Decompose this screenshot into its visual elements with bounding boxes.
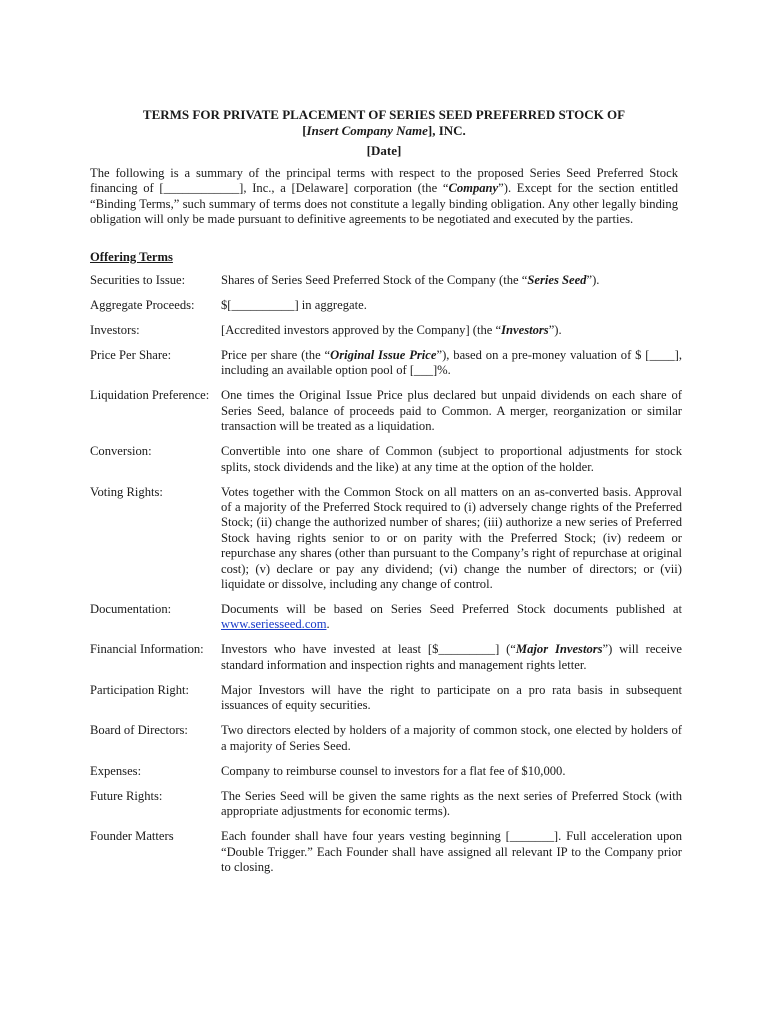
intro-text-1: The following is a summary of the principal terms with respect to the proposed Series Seed Preferred Stock financing of [____________], Inc., a [Delaware] corporation (the “ [90,166,678,196]
term-value: Votes together with the Common Stock on all matters on an as-converted basis. Approval of a majority of the Preferred Stock required to (i) adversely change rights of the Preferred Stock; (ii) change the authorized number of shares; (iii) authorize a new series of Preferred Stock having rights senior to or on parity with the Preferred Stock; (iv) redeem or repurchase any shares (other than pursuant to the Company’s right of repurchase at original cost); (v) declare or pay any dividend; (vi) change the number of directors; or (vii) liquidate or dissolve, including any change of control. [221,484,682,592]
term-value: Convertible into one share of Common (subject to proportional adjustments for stock splits, stock dividends and the like) at any time at the option of the holder. [221,444,682,474]
term-row-price [90,348,682,379]
term-row-participation [90,683,682,714]
term-value: $[__________] in aggregate. [221,298,367,312]
term-label: Future Rights: [90,788,163,803]
term-row-securities [90,273,682,288]
term-label: Investors: [90,323,140,337]
term-value: The Series Seed will be given the same rights as the next series of Preferred Stock (with appropriate adjustments for economic terms). [221,788,682,819]
term-text: ”). [586,273,600,287]
document-title-line1: TERMS FOR PRIVATE PLACEMENT OF SERIES SEED PREFERRED STOCK OF [142,107,626,122]
term-label: Documentation: [90,602,172,617]
defined-term: Major Investors [515,642,603,657]
term-value: Each founder shall have four years vesting beginning [_______]. Full acceleration upon “Double Trigger.” Each Founder shall have assigned all relevant IP to the Company prior to closing. [221,829,682,874]
term-label: Liquidation Preference: [90,388,210,403]
term-row-conversion [90,444,682,475]
term-text: [Accredited investors approved by the Company] (the “ [221,323,502,337]
term-row-proceeds [90,298,682,313]
term-row-investors [90,323,682,338]
term-text: ”) will receive standard information and inspection rights and management rights letter. [221,642,682,672]
term-label: Securities to Issue: [90,273,186,287]
offering-terms-heading: Offering Terms [90,250,173,264]
term-row-expenses [90,764,682,779]
company-name-placeholder: Insert Company Name [306,123,428,138]
term-label: Financial Information: [90,642,204,657]
defined-term: Original Issue Price [330,348,437,362]
terms-table [90,273,682,885]
seriesseed-link[interactable]: www.seriesseed.com [221,617,327,632]
term-label: Price Per Share: [90,348,172,362]
term-text: Price per share (the “ [221,348,331,362]
term-value [221,348,682,379]
term-label: Participation Right: [90,682,189,697]
term-text: Shares of Series Seed Preferred Stock of the Company (the “ [221,273,528,287]
term-value: Company to reimburse counsel to investors for a flat fee of $10,000. [221,763,566,778]
term-text: ”). [548,323,562,337]
term-value [221,273,682,288]
term-label: Board of Directors: [90,723,188,738]
term-row-liquidation [90,388,682,434]
term-row-future [90,789,682,820]
defined-term: Series Seed [527,273,587,287]
term-text: ”), based on a pre-money valuation of $ [____], including an available option pool of [___]%. [221,348,683,378]
term-row-voting [90,485,682,593]
term-label: Voting Rights: [90,484,163,499]
term-row-founder [90,829,682,875]
term-label: Expenses: [90,763,142,778]
term-value [221,602,682,633]
title-suffix: ], INC. [427,123,466,138]
term-text: . [326,617,330,632]
document-title-company [0,123,768,139]
term-row-board [90,723,682,754]
term-label: Founder Matters [90,829,174,844]
defined-term: Investors [501,323,549,337]
term-value [221,642,682,673]
intro-text-2: ”). Except for the section entitled “Binding Terms,” such summary of terms does not constitute a legally binding obligation. Any other legally binding obligation will only be made pursuant to definitive agreements to be negotiated and executed by the parties. [90,181,678,227]
term-value: Two directors elected by holders of a majority of common stock, one elected by holders of a majority of Series Seed. [221,723,682,753]
term-label: Conversion: [90,444,152,459]
company-term: Company [448,181,499,196]
term-label: Aggregate Proceeds: [90,298,195,312]
term-value: One times the Original Issue Price plus declared but unpaid dividends on each share of Series Seed, balance of proceeds paid to Common. A merger, reorganization or similar transaction will be treated as a liquidation. [221,388,682,434]
bracket-open: [ [302,123,307,138]
term-row-financial [90,642,682,673]
term-text: Documents will be based on Series Seed Preferred Stock documents published at [221,602,682,617]
intro-paragraph [90,166,678,228]
term-value [221,323,682,338]
term-value: Major Investors will have the right to participate on a pro rata basis in subsequent issuances of equity securities. [221,682,682,713]
term-text: Investors who have invested at least [$_________] (“ [221,642,516,657]
term-row-documentation [90,602,682,633]
document-date: [Date] [366,143,402,158]
